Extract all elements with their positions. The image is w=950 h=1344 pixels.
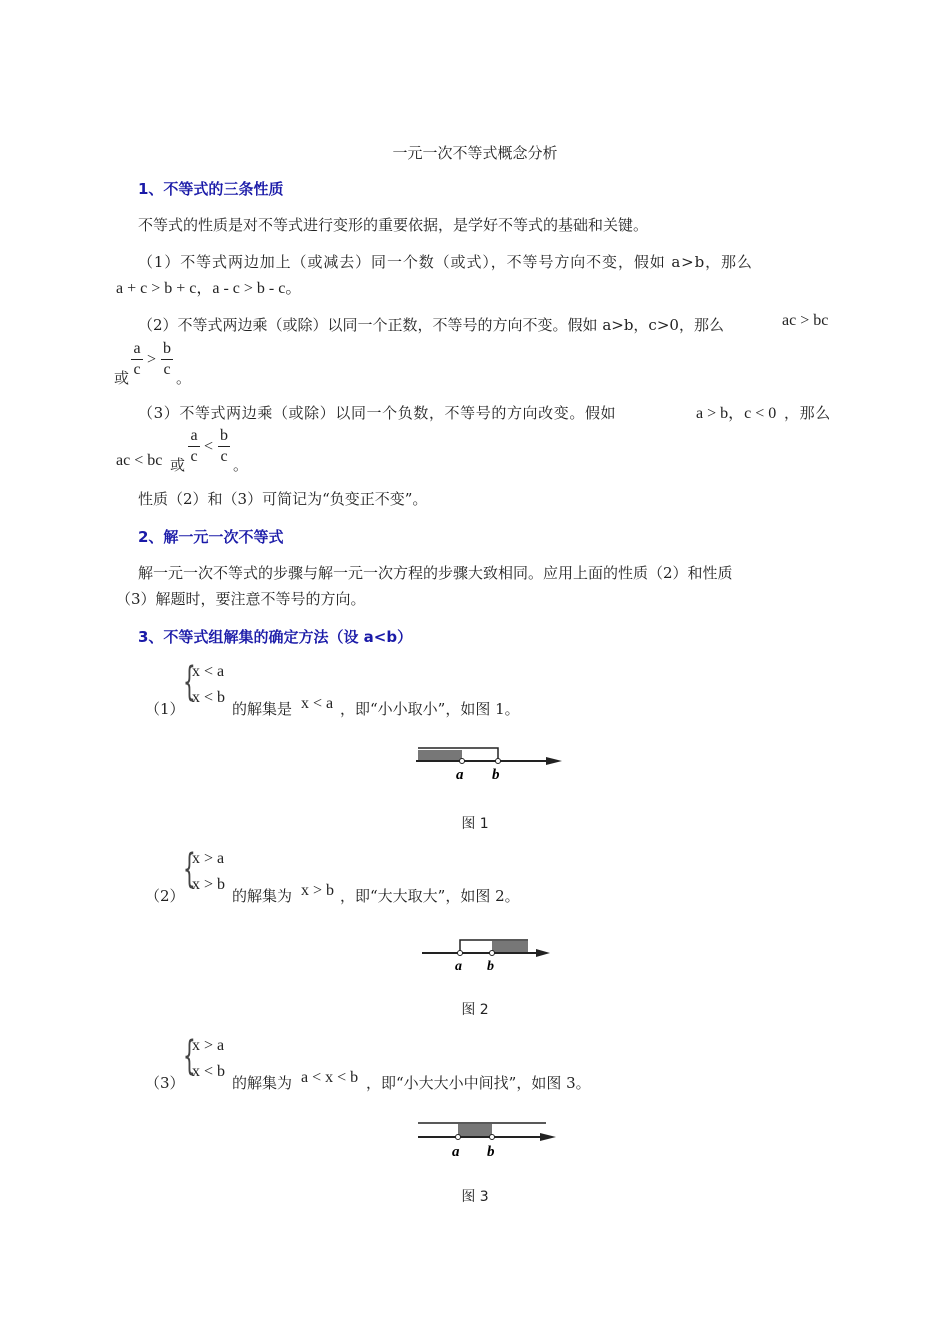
case-1-rule: ，即“小小取小”，如图 1。 (340, 700, 520, 718)
case-2-solution: x > b (301, 882, 335, 899)
fraction-numerator: b (220, 427, 228, 444)
case-1-inequality-1: x < a (192, 663, 225, 680)
section-2-line2: （3）解题时，要注意不等号的方向。 (116, 590, 366, 608)
case-3-inequality-1: x > a (192, 1037, 225, 1054)
property-2-relation: > (147, 351, 157, 368)
figure-2-number-line (418, 930, 558, 974)
figure-3-point-b (490, 1135, 495, 1140)
figure-3-label-b: b (487, 1144, 495, 1160)
case-1-brace: { (183, 659, 196, 705)
figure-2-point-a (458, 951, 463, 956)
property-2-fraction-a (131, 340, 143, 379)
property-2-fraction-b (161, 340, 173, 379)
property-2-line1: （2）不等式两边乘（或除）以同一个正数，不等号的方向不变。假如 a>b，c>0，那么 (138, 316, 724, 334)
fraction-numerator: a (190, 427, 198, 444)
case-2-connector: 的解集为 (232, 887, 293, 905)
property-3-condition: a > b，c < 0 (696, 405, 777, 422)
case-3-rule: ，即“小大大小中间找”，如图 3。 (366, 1074, 591, 1092)
figure-3-label-a: a (452, 1144, 460, 1160)
case-1-connector: 的解集是 (232, 700, 293, 718)
case-1-index: （1） (145, 700, 185, 718)
figure-1-point-a (460, 759, 465, 764)
section-3-heading: 3、不等式组解集的确定方法（设 a<b） (138, 628, 413, 646)
property-2-end: 。 (176, 369, 192, 387)
fraction-denominator: c (220, 448, 228, 465)
property-3-or: 或 (170, 456, 186, 474)
figure-2-point-b (490, 951, 495, 956)
case-2-brace: { (183, 846, 196, 892)
figure-3-arrow (540, 1133, 556, 1141)
figure-1-label-a: a (456, 767, 464, 783)
section-1-intro: 不等式的性质是对不等式进行变形的重要依据，是学好不等式的基础和关键。 (138, 216, 649, 234)
section-1-heading: 1、不等式的三条性质 (138, 180, 284, 198)
fraction-denominator: c (190, 448, 198, 465)
case-2-rule: ，即“大大取大”，如图 2。 (340, 887, 520, 905)
fraction-denominator: c (163, 361, 171, 378)
fraction-numerator: b (163, 340, 171, 357)
property-1-line1: （1）不等式两边加上（或减去）同一个数（或式），不等号方向不变，假如 a>b，那么 (138, 253, 753, 271)
fraction-numerator: a (133, 340, 141, 357)
figure-3-shaded-region (458, 1124, 492, 1136)
case-2-inequality-2: x > b (192, 876, 226, 893)
figure-3-number-line (414, 1116, 564, 1162)
figure-3-caption: 图 3 (461, 1189, 489, 1205)
figure-2-label-a: a (455, 959, 462, 974)
section-2-line1: 解一元一次不等式的步骤与解一元一次方程的步骤大致相同。应用上面的性质（2）和性质 (138, 564, 733, 582)
property-3-fraction-b (218, 427, 230, 466)
case-2-inequality-1: x > a (192, 850, 225, 867)
fraction-bar (131, 359, 143, 360)
fraction-bar (161, 359, 173, 360)
figure-3-point-a (456, 1135, 461, 1140)
property-summary: 性质（2）和（3）可简记为“负变正不变”。 (138, 490, 428, 508)
case-3-inequality-2: x < b (192, 1063, 226, 1080)
case-3-solution: a < x < b (301, 1069, 359, 1086)
property-3-line1: （3）不等式两边乘（或除）以同一个负数，不等号的方向改变。假如 (138, 404, 617, 422)
property-3-then: ，那么 (784, 404, 831, 422)
figure-2-label-b: b (487, 959, 494, 974)
figure-2-arrow (536, 949, 550, 957)
figure-1-caption: 图 1 (461, 816, 489, 832)
property-2-or: 或 (114, 369, 130, 387)
property-3-math: ac < bc (116, 452, 163, 469)
figure-1-point-b (496, 759, 501, 764)
property-3-relation: < (204, 438, 214, 455)
figure-1-label-b: b (492, 767, 500, 783)
fraction-bar (188, 446, 200, 447)
figure-2-shaded-region (492, 941, 528, 952)
fraction-bar (218, 446, 230, 447)
case-1-inequality-2: x < b (192, 689, 226, 706)
case-3-index: （3） (145, 1074, 185, 1092)
property-3-fraction-a (188, 427, 200, 466)
figure-2-caption: 图 2 (461, 1002, 489, 1018)
property-1-line2: a + c > b + c，a - c > b - c。 (116, 280, 302, 297)
section-2-heading: 2、解一元一次不等式 (138, 528, 284, 546)
figure-1-arrow (546, 757, 562, 765)
case-2-index: （2） (145, 887, 185, 905)
figure-1-shaded-region (418, 750, 462, 760)
case-3-brace: { (183, 1033, 196, 1079)
case-1-solution: x < a (301, 695, 334, 712)
fraction-denominator: c (133, 361, 141, 378)
page-title: 一元一次不等式概念分析 (392, 144, 558, 162)
figure-1-number-line (410, 742, 570, 784)
property-3-end: 。 (233, 456, 249, 474)
property-2-math: ac > bc (782, 312, 829, 329)
case-3-connector: 的解集为 (232, 1074, 293, 1092)
